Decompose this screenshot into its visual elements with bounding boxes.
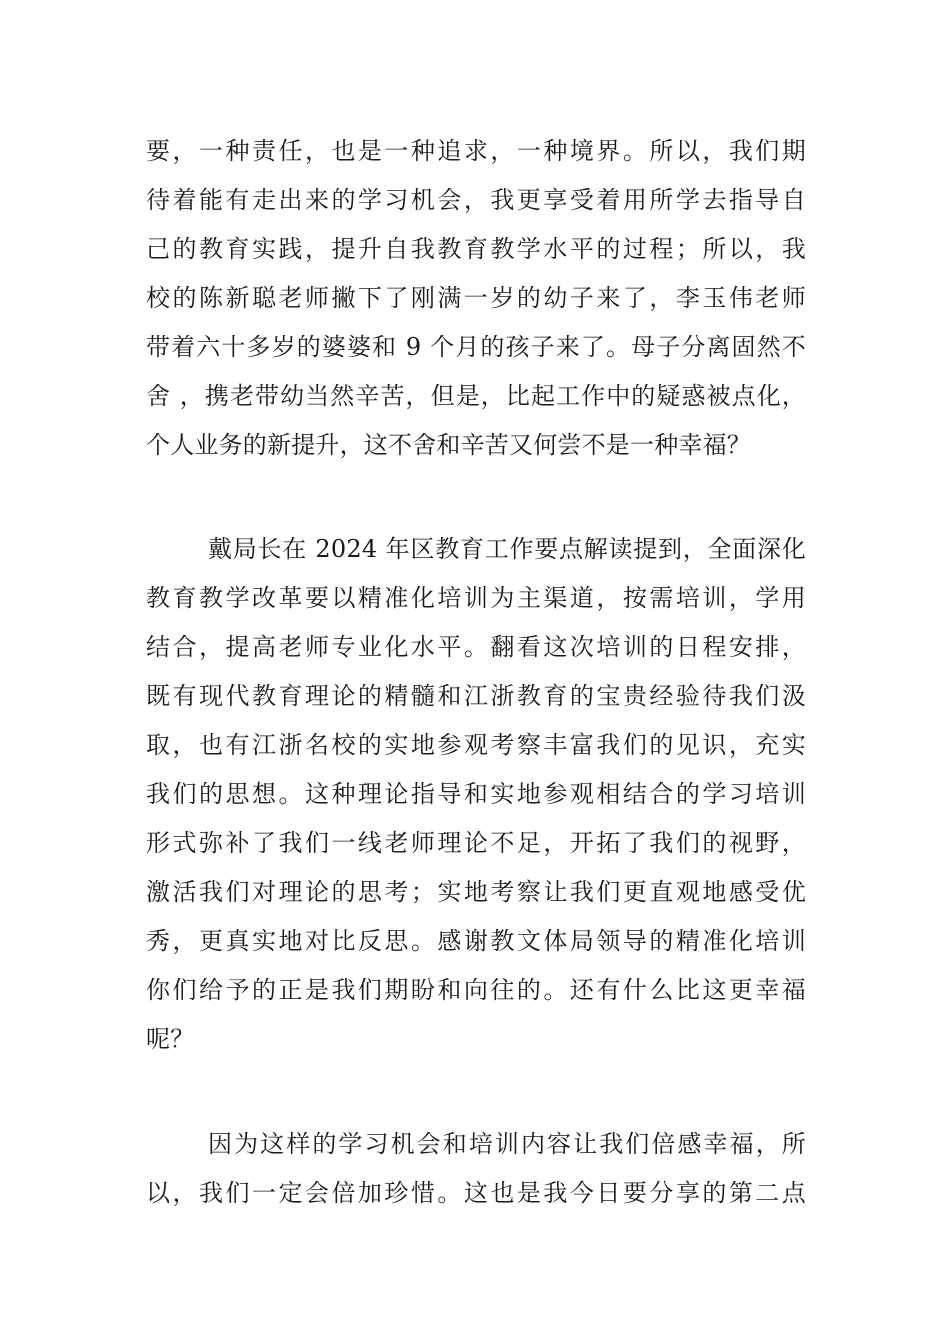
text-line: 戴局长在 2024 年区教育工作要点解读提到，全面深化 <box>208 535 806 563</box>
text-line: 校的陈新聪老师撇下了刚满一岁的幼子来了，李玉伟老师 <box>146 284 806 312</box>
text-line: 呢？ <box>146 1025 195 1053</box>
text-line: 舍 ，携老带幼当然辛苦，但是，比起工作中的疑惑被点化， <box>146 382 806 410</box>
text-line: 个人业务的新提升，这不舍和辛苦又何尝不是一种幸福？ <box>146 431 751 459</box>
text-line: 既有现代教育理论的精髓和江浙教育的宝贵经验待我们汲 <box>146 682 806 710</box>
text-line: 取，也有江浙名校的实地参观考察丰富我们的见识，充实 <box>146 731 806 759</box>
text-line: 因为这样的学习机会和培训内容让我们倍感幸福，所 <box>208 1130 806 1158</box>
text-line: 以，我们一定会倍加珍惜。这也是我今日要分享的第二点 <box>146 1179 806 1207</box>
text-line: 己的教育实践，提升自我教育教学水平的过程；所以，我 <box>146 235 806 263</box>
text-line: 待着能有走出来的学习机会，我更享受着用所学去指导自 <box>146 186 806 214</box>
text-line: 激活我们对理论的思考；实地考察让我们更直观地感受优 <box>146 878 806 906</box>
text-line: 教育教学改革要以精准化培训为主渠道，按需培训，学用 <box>146 584 806 612</box>
text-line: 我们的思想。这种理论指导和实地参观相结合的学习培训 <box>146 780 806 808</box>
text-line: 要，一种责任，也是一种追求，一种境界。所以，我们期 <box>146 137 806 165</box>
text-line: 结合，提高老师专业化水平。翻看这次培训的日程安排， <box>146 633 806 661</box>
text-line: 带着六十多岁的婆婆和 9 个月的孩子来了。母子分离固然不 <box>146 333 806 361</box>
text-line: 形式弥补了我们一线老师理论不足，开拓了我们的视野， <box>146 829 806 857</box>
text-line: 秀，更真实地对比反思。感谢教文体局领导的精准化培训 <box>146 927 806 955</box>
text-line: 你们给予的正是我们期盼和向往的。还有什么比这更幸福 <box>146 976 806 1004</box>
